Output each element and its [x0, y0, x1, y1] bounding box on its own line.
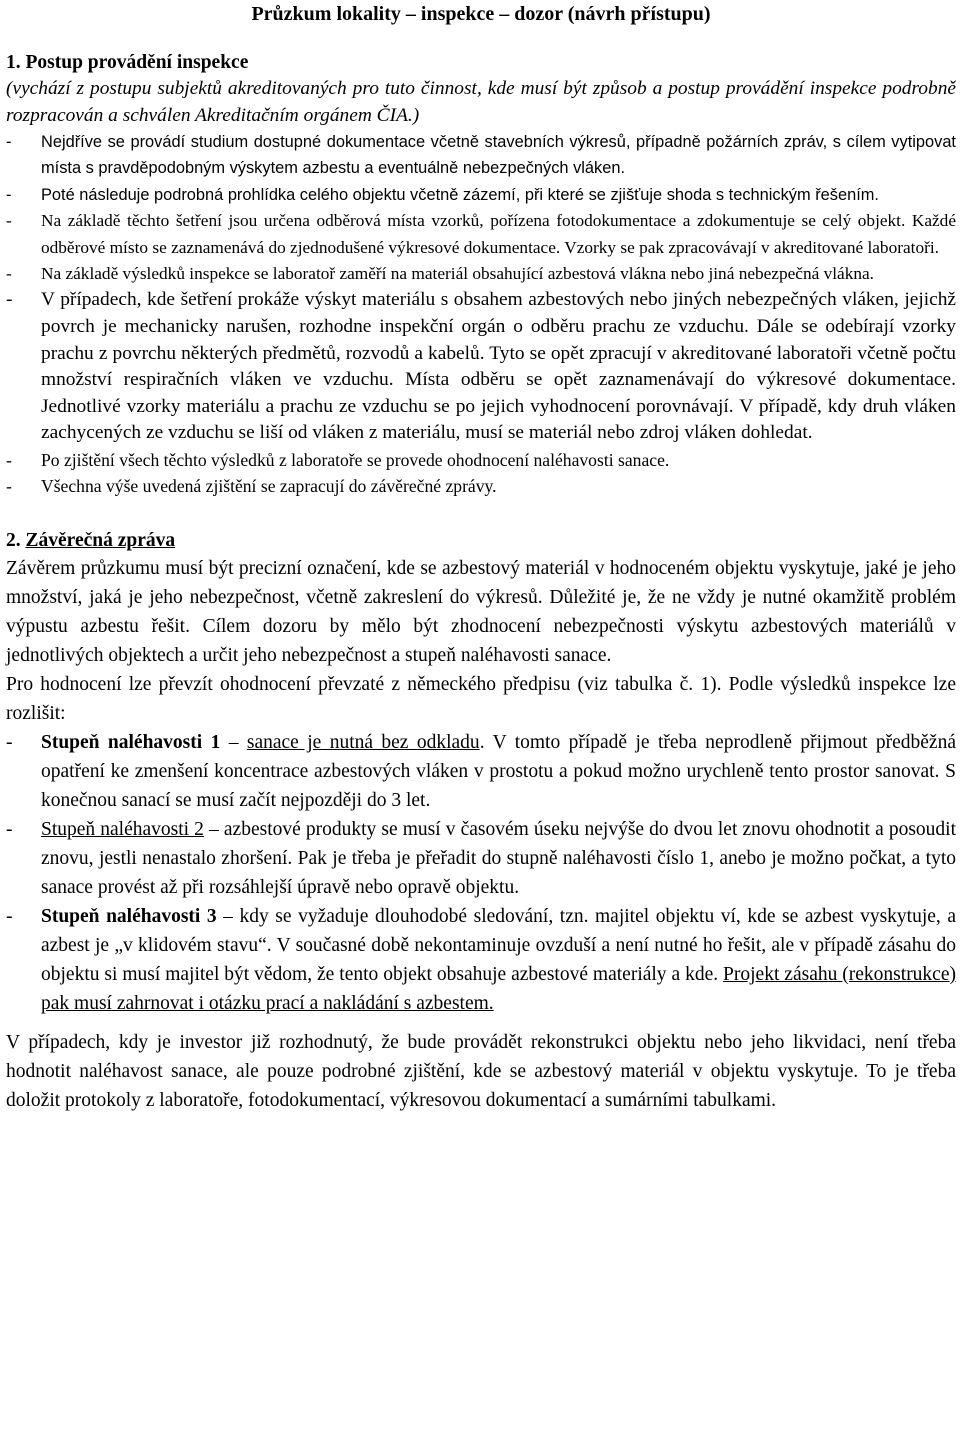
procedure-step — [6, 261, 956, 287]
urgency-description: kdy se vyžaduje dlouhodobé sledování, tzn. majitel objektu ví, kde se azbest vyskytuje, a azbest je „v klidovém stavu“. V současné době nekontaminuje ovzduší a není nutné ho řešit, ale v případě zásahu do objektu si musí majitel být vědom, že tento objekt obsahuje azbestové materiály a kde. — [41, 905, 956, 985]
dash-bullet: - — [6, 731, 13, 753]
urgency-level-1 — [6, 728, 956, 815]
dash-bullet: - — [6, 905, 13, 927]
procedure-step-text: Poté následuje podrobná prohlídka celého objektu včetně zázemí, při které se zjišťuje shoda s technickým řešením. — [41, 185, 879, 204]
dash-bullet: - — [6, 818, 13, 840]
document-page — [6, 0, 956, 1115]
procedure-step-text: Nejdříve se provádí studium dostupné dokumentace včetně stavebních výkresů, případně požárních zpráv, s cílem vytipovat místa s pravděpodobným výskytem azbestu a eventuálně nebezpečných vláken. — [41, 133, 956, 178]
dash-bullet: - — [6, 211, 12, 231]
dash-bullet: - — [6, 264, 12, 284]
dash-bullet: - — [6, 476, 12, 497]
urgency-level-label: Stupeň naléhavosti 3 — [41, 905, 217, 927]
procedure-step — [6, 129, 956, 182]
urgency-emphasis: Projekt zásahu (rekonstrukce) pak musí zahrnovat i otázku prací a nakládání s azbestem. — [41, 963, 956, 1014]
procedure-step-text: Na základě výsledků inspekce se laboratoř zaměří na materiál obsahující azbestová vlákna nebo jiná nebezpečná vlákna. — [41, 264, 874, 284]
urgency-level-2 — [6, 815, 956, 902]
urgency-description: . V tomto případě je třeba neprodleně přijmout předběžná opatření ke zmenšení koncentrace azbestových vláken v prostotu a pokud možno urychleně tento prostor sanovat. S konečnou sanací se musí začít nejpozději do 3 let. — [41, 731, 956, 811]
section-inspection-procedure — [6, 49, 956, 500]
urgency-separator: – — [203, 818, 224, 840]
paragraph-gap — [6, 1018, 956, 1028]
urgency-level-label: Stupeň naléhavosti 2 — [41, 818, 204, 840]
section-1-heading: 1. Postup provádění inspekce — [6, 52, 249, 73]
urgency-separator: – — [220, 731, 247, 753]
procedure-step-text: Všechna výše uvedená zjištění se zapracují do závěrečné zprávy. — [41, 476, 497, 497]
urgency-description: azbestové produkty se musí v časovém úseku nejvýše do dvou let znovu ohodnotit a posoudit znovu, jestli nenastalo zhoršení. Pak je třeba je přeřadit do stupně naléhavosti číslo 1, anebo je možno počkat, a tyto sanace provést až při rozsáhlejší úpravě nebo opravě objektu. — [41, 818, 957, 898]
section-2-number: 2. — [6, 529, 21, 551]
section-1-intro: (vychází z postupu subjektů akreditovaných pro tuto činnost, kde musí být způsob a postup provádění inspekce podrobně rozpracován a schválen Akreditačním orgánem ČIA.) — [6, 78, 956, 126]
dash-bullet: - — [6, 289, 13, 311]
procedure-step — [6, 447, 956, 473]
urgency-separator: – — [216, 905, 240, 927]
procedure-step — [6, 473, 956, 499]
dash-bullet: - — [6, 133, 12, 151]
procedure-step-text: Po zjištění všech těchto výsledků z laboratoře se provede ohodnocení naléhavosti sanace. — [41, 450, 670, 470]
final-report-paragraph: Pro hodnocení lze převzít ohodnocení převzaté z německého předpisu (viz tabulka č. 1). Podle výsledků inspekce lze rozlišit: — [6, 673, 956, 724]
dash-bullet: - — [6, 450, 12, 470]
procedure-step-text: V případech, kde šetření prokáže výskyt materiálu s obsahem azbestových nebo jiných nebezpečných vláken, jejichž povrch je mechanicky narušen, rozhodne inspekční orgán o odběru prachu ze vzduchu. Dále se odebírají vzorky prachu z povrchu některých předmětů, rozvodů a kabelů. Tyto se opět zpracují v akreditované laboratoři včetně počtu množství respiračních vláken ve vzduchu. Místa odběru se opět zaznamenávají do výkresové dokumentace. Jednotlivé vzorky materiálu a prachu ze vzduchu se po jejich vyhodnocení porovnávají. V případě, kdy druh vláken zachycených ze vzduchu se liší od vláken z materiálu, musí se materiál nebo zdroj vláken dohledat. — [41, 289, 956, 444]
dash-bullet: - — [6, 185, 12, 204]
procedure-step — [6, 287, 956, 447]
urgency-level-3 — [6, 902, 956, 1018]
urgency-level-label: Stupeň naléhavosti 1 — [41, 731, 221, 753]
final-report-paragraph: V případech, kdy je investor již rozhodnutý, že bude provádět rekonstrukci objektu nebo jeho likvidaci, není třeba hodnotit naléhavost sanace, ale pouze podrobné zjištění, kde se azbestový materiál v objektu vyskytuje. To je třeba doložit protokoly z laboratoře, fotodokumentací, výkresovou dokumentací a sumárními tabulkami. — [6, 1031, 956, 1111]
section-2-title: Závěrečná zpráva — [25, 529, 176, 551]
document-title: Průzkum lokality – inspekce – dozor (návrh přístupu) — [251, 3, 711, 25]
procedure-step — [6, 182, 956, 208]
section-final-report — [6, 527, 956, 1115]
urgency-emphasis: sanace je nutná bez odkladu — [246, 731, 480, 753]
final-report-paragraph: Závěrem průzkumu musí být precizní označení, kde se azbestový materiál v hodnoceném objektu vyskytuje, jaké je jeho množství, jaká je jeho nebezpečnost, včetně zakreslení do výkresů. Důležité je, že ne vždy je nutné okamžitě problém výpustu azbestu řešit. Cílem dozoru by mělo být zhodnocení nebezpečnosti výskytu azbestových materiálů v jednotlivých objektech a určit jeho nebezpečnost a stupeň naléhavosti sanace. — [6, 557, 956, 666]
procedure-step-text: Na základě těchto šetření jsou určena odběrová místa vzorků, pořízena fotodokumentace a zdokumentuje se celý objekt. Každé odběrové místo se zaznamenává do zjednodušené výkresové dokumentace. Vzorky se pak zpracovávají v akreditované laboratoři. — [41, 211, 956, 257]
procedure-step — [6, 208, 956, 261]
section-2-heading — [6, 527, 956, 554]
